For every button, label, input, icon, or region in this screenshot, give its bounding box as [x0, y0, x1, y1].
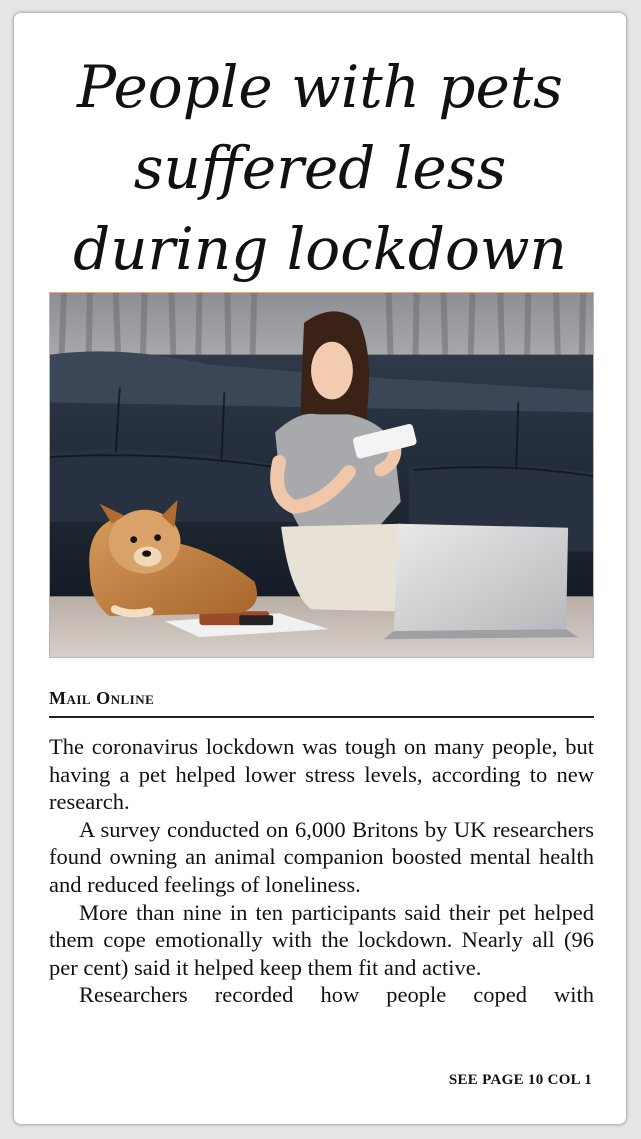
article-body [49, 733, 594, 1009]
paragraph: More than nine in ten participants said their pet helped them cope emotionally with the lockdown. Nearly all (96 per cent) said it helped keep them fit and active. [49, 899, 594, 980]
article-card [13, 12, 627, 1125]
article-photo [49, 292, 594, 658]
headline: People with pets suffered less during lockdown [73, 53, 567, 283]
byline-divider [49, 716, 594, 718]
photo-woman-with-dog-illustration [50, 293, 593, 657]
byline: Mail Online [49, 688, 155, 708]
paragraph: Researchers recorded how people coped with [79, 982, 594, 1008]
paragraph: A survey conducted on 6,000 Britons by UK researchers found owning an animal companion boosted mental health and reduced feelings of loneliness. [49, 816, 594, 897]
paragraph: The coronavirus lockdown was tough on many people, but having a pet helped lower stress levels, according to new research. [49, 734, 594, 815]
continuation-note: SEE PAGE 10 COL 1 [448, 1072, 592, 1088]
